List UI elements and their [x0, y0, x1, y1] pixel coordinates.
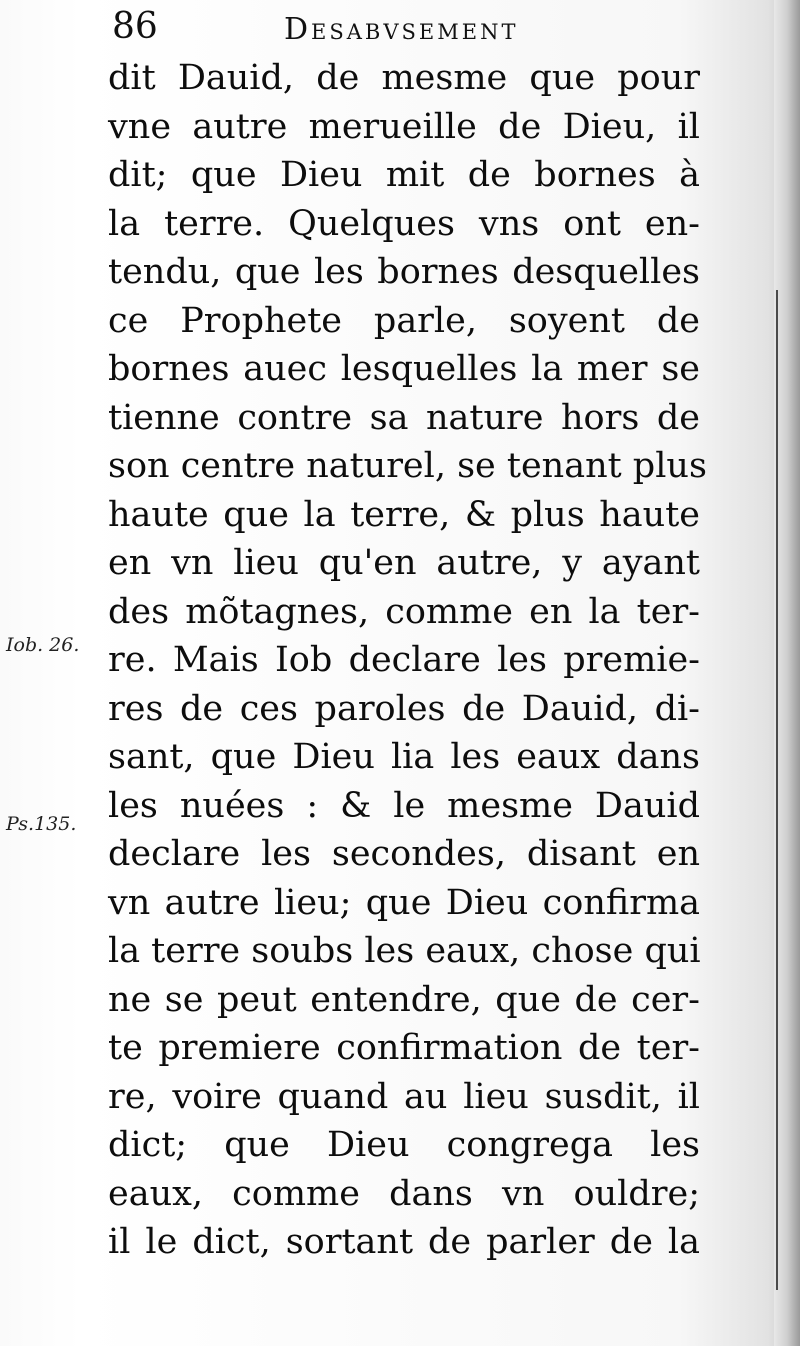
text-line: dit; que Dieu mit de bornes à [108, 155, 700, 195]
text-line: ne se peut entendre, que de cer- [108, 979, 700, 1020]
running-title: Desabvsement [284, 12, 519, 47]
text-line: declare les secondes, disant en [108, 834, 700, 874]
text-line: vn autre lieu; que Dieu confirma [108, 882, 700, 923]
text-line: sant, que Dieu lia les eaux dans [108, 737, 700, 777]
text-line: haute que la terre, & plus haute [108, 494, 700, 535]
text-line: vne autre merueille de Dieu, il [108, 106, 700, 147]
text-line: ce Prophete parle, soyent de [108, 300, 700, 341]
text-line: te premiere confirmation de ter- [108, 1028, 700, 1068]
margin-note-psalm: Ps.135. [6, 813, 77, 835]
text-line: res de ces paroles de Dauid, di- [108, 688, 700, 729]
text-line: re, voire quand au lieu susdit, il [108, 1076, 700, 1117]
text-line: il le dict, sortant de parler de la [108, 1222, 700, 1262]
margin-note-job: Iob. 26. [6, 634, 80, 656]
text-line: tienne contre sa nature hors de [108, 397, 700, 438]
text-line: son centre naturel, se tenant plus [108, 446, 707, 486]
text-line: dit Dauid, de mesme que pour [108, 58, 700, 98]
page-number: 86 [112, 6, 158, 47]
text-line: en vn lieu qu'en autre, y ayant [108, 543, 700, 583]
text-line: bornes auec lesquelles la mer se [108, 349, 700, 389]
text-line: la terre. Quelques vns ont en- [108, 203, 700, 244]
text-line: dict; que Dieu congrega les [108, 1125, 700, 1165]
binding-line [776, 290, 778, 1290]
text-line: tendu, que les bornes desquelles [108, 252, 700, 292]
text-line: des mõtagnes, comme en la ter- [108, 591, 700, 632]
text-line: eaux, comme dans vn ouldre; [108, 1173, 700, 1214]
text-line: re. Mais Iob declare les premie- [108, 640, 700, 680]
text-line: les nuées : & le mesme Dauid [108, 785, 700, 826]
text-line: la terre soubs les eaux, chose qui [108, 931, 701, 971]
page-header [112, 6, 682, 52]
body-text [108, 54, 707, 1267]
